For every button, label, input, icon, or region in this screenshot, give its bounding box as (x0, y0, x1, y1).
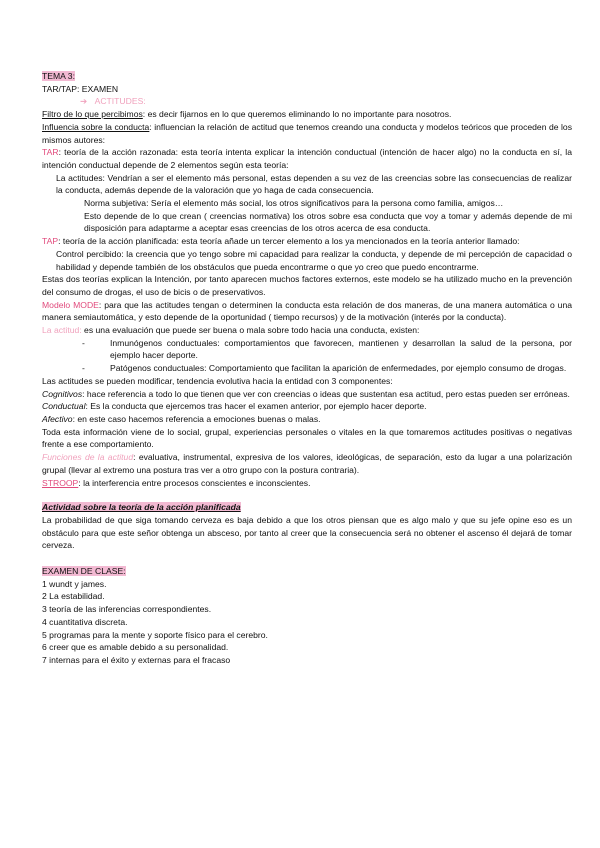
tap-item-control: Control percibido: la creencia que yo tengo sobre mi capacidad para realizar la conducta, y depende de mi percepción de capacidad o habilidad y depende también de los obstáculos que pueda encontrarme o que yo creo que puedo encontrarme. (56, 248, 572, 272)
attitude-paragraph (42, 324, 572, 337)
stroop-text: : la interferencia entre procesos conscientes e inconscientes. (78, 477, 311, 488)
functions-text: : evaluativa, instrumental, expresiva de los valores, ideológicas, de separación, esto da lugar a una polarización grupal (llevar al extremo una postura tras ver a otro grupo con la postura contraria). (42, 452, 572, 475)
mode-paragraph (42, 299, 572, 324)
exam-answers-list (42, 578, 572, 667)
activity-title: Actividad sobre la teoría de la acción planificada (42, 502, 241, 513)
tar-item-depends: Esto depende de lo que crean ( creencias normativa) los otros sobre esa conducta que voy a tomar y además depende de mi disposición para adaptarme a aceptar esas creencias de los otros acerca de esa conducta. (84, 210, 572, 234)
tar-label: TAR (42, 147, 59, 158)
attitudes-label: ACTITUDES: (94, 96, 146, 107)
bullet-immunogens: - Inmunógenos conductuales: comportamientos que favorecen, mantienen y desarrollan la salud de la persona, por ejemplo hacer deporte. (82, 337, 572, 361)
afectivo-label: Afectivo (42, 413, 73, 424)
tar-item-attitudes: La actitudes: Vendrían a ser el elemento más personal, estas dependen a su vez de las creencias sobre las consecuencias de realizar la conducta, además depende de la valoración que yo haga de cada consecuencia. (56, 172, 572, 196)
cognitive-label: Cognitivos (42, 388, 83, 399)
conductual-paragraph (42, 400, 572, 413)
tap-label: TAP (42, 236, 59, 247)
filter-label: Filtro de lo que percibimos (42, 109, 143, 120)
afectivo-text: : en este caso hacemos referencia a emociones buenas o malas. (72, 413, 321, 424)
theories-paragraph: Estas dos teorías explican la Intención, por tanto aparecen muchos factores externos, este modelo se ha utilizado mucho en la prevención del consumo de drogas, el uso de bicis o de preservativos. (42, 274, 572, 297)
conductual-label: Conductual (42, 401, 86, 412)
tar-item-norm: Norma subjetiva: Sería el elemento más social, los otros significativos para la persona como familia, amigos… (84, 198, 504, 209)
stroop-label: STROOP (42, 477, 79, 488)
functions-paragraph (42, 451, 572, 476)
activity-text: La probabilidad de que siga tomando cerveza es baja debido a que los otros piensan que es algo malo y que su jefe opine eso es un obstáculo para que este señor obtenga un absceso, por tanto al creer que la consecuencia será no obtener el ascenso él dejará de tomar cerveza. (42, 514, 572, 551)
tar-text: : teoría de la acción razonada: esta teoría intenta explicar la intención conductual (intención de hacer algo) no la conducta en sí, la intención conductual depende de 2 elementos según esta teoría: (42, 147, 572, 170)
influence-paragraph (42, 121, 572, 146)
attitude-text: es una evaluación que puede ser buena o mala sobre todo hacia una conducta, existen: (81, 325, 420, 336)
list-item: 3 teoría de las inferencias correspondientes. (42, 604, 212, 615)
functions-label: Funciones de la actitud (42, 452, 134, 463)
list-item: 6 creer que es amable debido a su personalidad. (42, 642, 229, 653)
exam-title: EXAMEN DE CLASE: (42, 566, 126, 577)
stroop-paragraph (42, 477, 572, 490)
attitude-label: La actitud: (42, 325, 82, 336)
attitudes-heading (42, 95, 572, 108)
list-item: 1 wundt y james. (42, 578, 107, 589)
afectivo-paragraph (42, 413, 572, 426)
tap-text: : teoría de la acción planificada: esta teoría añade un tercer elemento a los ya mencionados en la teoría anterior llamado: (58, 236, 520, 247)
heading-text: TEMA 3: (42, 71, 75, 81)
tap-paragraph (42, 235, 572, 248)
filter-paragraph (42, 108, 572, 121)
list-item: 5 programas para la mente y soporte físico para el cerebro. (42, 629, 268, 640)
bullet-pathogens: - Patógenos conductuales: Comportamiento que facilitan la aparición de enfermedades, por ejemplo consumo de drogas. (82, 363, 567, 374)
conductual-text: : Es la conducta que ejercemos tras hacer el examen anterior, por ejemplo hacer deporte. (85, 401, 427, 412)
influence-text: : influencian la relación de actitud que tenemos creando una conducta y modelos teóricos que proceden de los mismos autores: (42, 121, 573, 145)
influence-label: Influencia sobre la conducta (42, 121, 150, 132)
filter-text: : es decir fijarnos en lo que queremos eliminando lo no importante para nosotros. (142, 109, 452, 120)
cognitive-paragraph (42, 388, 572, 401)
mode-text: : para que las actitudes tengan o determinen la conducta esta relación de dos maneras, de una manera automática o una manera semiautomática, y esto depende de la oportunidad ( tiempo recursos) y de la motivación (interés por la conducta). (42, 299, 572, 323)
components-paragraph: Las actitudes se pueden modificar, tendencia evolutiva hacia la entidad con 3 componentes: (42, 375, 393, 386)
heading (42, 70, 572, 83)
list-item: 2 La estabilidad. (42, 591, 105, 602)
document-page (42, 70, 572, 667)
list-item: 7 internas para el éxito y externas para el fracaso (42, 654, 231, 665)
tar-paragraph (42, 146, 572, 171)
all-info-paragraph: Toda esta información viene de lo social, grupal, experiencias personales o vitales en la que tomaremos actitudes positivas o negativas frente a ese comportamiento. (42, 426, 572, 450)
cognitive-text: : hace referencia a todo lo que tienen que ver con creencias o ideas que sustentan esa actitud, pero estas pueden ser erróneas. (82, 388, 570, 399)
list-item: 4 cuantitativa discreta. (42, 616, 128, 627)
subheading: TAR/TAP: EXAMEN (42, 83, 119, 94)
arrow-icon: ➔ (80, 96, 88, 107)
mode-label: Modelo MODE (42, 299, 99, 310)
